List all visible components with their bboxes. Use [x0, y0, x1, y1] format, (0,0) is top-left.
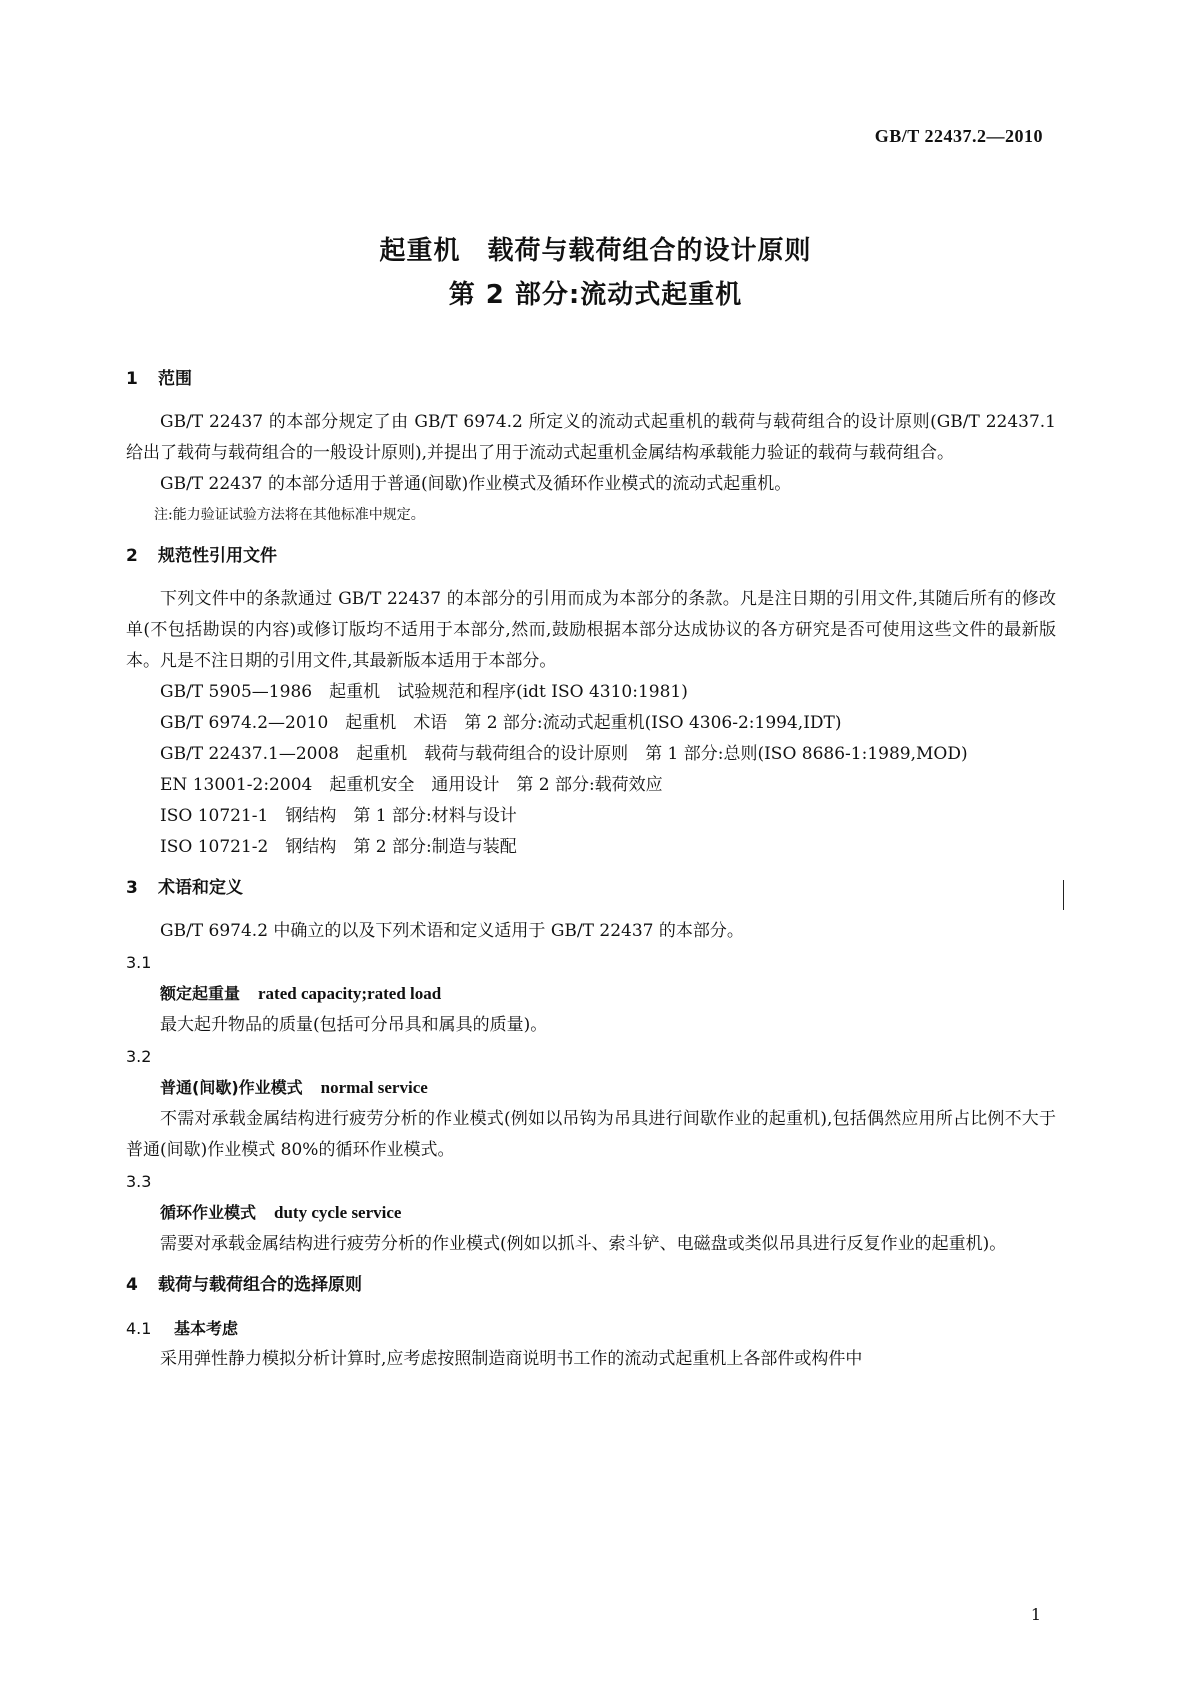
term-entry — [126, 1197, 1056, 1229]
reference-item: GB/T 5905—1986 起重机 试验规范和程序(idt ISO 4310:1981) — [160, 682, 688, 702]
section-number: 1 — [126, 369, 138, 389]
paragraph: GB/T 22437 的本部分规定了由 GB/T 6974.2 所定义的流动式起重机的载荷与载荷组合的设计原则(GB/T 22437.1 给出了载荷与载荷组合的一般设计原则),并提出了用于流动式起重机金属结构承载能力验证的载荷与载荷组合。 — [126, 412, 1056, 463]
term-zh: 额定起重量 — [160, 984, 241, 1003]
subsection-title: 基本考虑 — [174, 1319, 239, 1338]
reference-item: EN 13001-2:2004 起重机安全 通用设计 第 2 部分:载荷效应 — [160, 775, 663, 795]
section-title: 载荷与载荷组合的选择原则 — [158, 1275, 362, 1295]
section-2-heading — [126, 541, 1056, 572]
term-entry — [126, 1072, 1056, 1104]
paragraph: 下列文件中的条款通过 GB/T 22437 的本部分的引用而成为本部分的条款。凡是注日期的引用文件,其随后所有的修改单(不包括勘误的内容)或修订版均不适用于本部分,然而,鼓励根据本部分达成协议的各方研究是否可使用这些文件的最新版本。凡是不注日期的引用文件,其最新版本适用于本部分。 — [126, 589, 1056, 671]
term-definition: 不需对承载金属结构进行疲劳分析的作业模式(例如以吊钩为吊具进行间歇作业的起重机),包括偶然应用所占比例不大于普通(间歇)作业模式 80%的循环作业模式。 — [126, 1109, 1056, 1160]
term-en: duty cycle service — [274, 1203, 402, 1222]
section-3-heading — [126, 873, 1056, 904]
section-number: 4 — [126, 1275, 138, 1295]
term-en: rated capacity;rated load — [258, 984, 442, 1003]
clause-number: 3.1 — [126, 953, 152, 972]
section-number: 3 — [126, 878, 138, 898]
clause-number: 3.2 — [126, 1047, 152, 1066]
subsection-4-1-heading — [126, 1313, 1056, 1344]
section-4-heading — [126, 1270, 1056, 1301]
term-zh: 循环作业模式 — [160, 1203, 257, 1222]
document-body — [126, 364, 1056, 1375]
note: 注:能力验证试验方法将在其他标准中规定。 — [154, 507, 425, 523]
section-1-heading — [126, 364, 1056, 395]
paragraph: GB/T 22437 的本部分适用于普通(间歇)作业模式及循环作业模式的流动式起重机。 — [160, 474, 792, 494]
document-title-line2: 第 2 部分:流动式起重机 — [448, 280, 743, 310]
revision-change-bar — [1063, 880, 1064, 910]
term-definition: 需要对承载金属结构进行疲劳分析的作业模式(例如以抓斗、索斗铲、电磁盘或类似吊具进行反复作业的起重机)。 — [160, 1234, 1007, 1254]
term-en: normal service — [320, 1078, 428, 1097]
paragraph: GB/T 6974.2 中确立的以及下列术语和定义适用于 GB/T 22437 的本部分。 — [160, 921, 744, 941]
section-title: 术语和定义 — [158, 878, 243, 898]
subsection-number: 4.1 — [126, 1319, 152, 1338]
page-number: 1 — [1030, 1605, 1041, 1624]
reference-item: GB/T 6974.2—2010 起重机 术语 第 2 部分:流动式起重机(ISO 4306-2:1994,IDT) — [160, 713, 842, 733]
section-title: 规范性引用文件 — [158, 546, 277, 566]
reference-item: ISO 10721-1 钢结构 第 1 部分:材料与设计 — [160, 806, 517, 826]
section-number: 2 — [126, 546, 138, 566]
term-entry — [126, 978, 1056, 1010]
standard-code: GB/T 22437.2—2010 — [874, 126, 1043, 146]
term-definition: 最大起升物品的质量(包括可分吊具和属具的质量)。 — [160, 1015, 548, 1035]
term-zh: 普通(间歇)作业模式 — [160, 1078, 303, 1097]
document-title-line1: 起重机 载荷与载荷组合的设计原则 — [379, 236, 812, 266]
section-title: 范围 — [158, 369, 192, 389]
paragraph: 采用弹性静力模拟分析计算时,应考虑按照制造商说明书工作的流动式起重机上各部件或构件中 — [160, 1349, 863, 1369]
clause-number: 3.3 — [126, 1172, 152, 1191]
reference-item: ISO 10721-2 钢结构 第 2 部分:制造与装配 — [160, 837, 517, 857]
reference-item: GB/T 22437.1—2008 起重机 载荷与载荷组合的设计原则 第 1 部分:总则(ISO 8686-1:1989,MOD) — [160, 744, 968, 764]
